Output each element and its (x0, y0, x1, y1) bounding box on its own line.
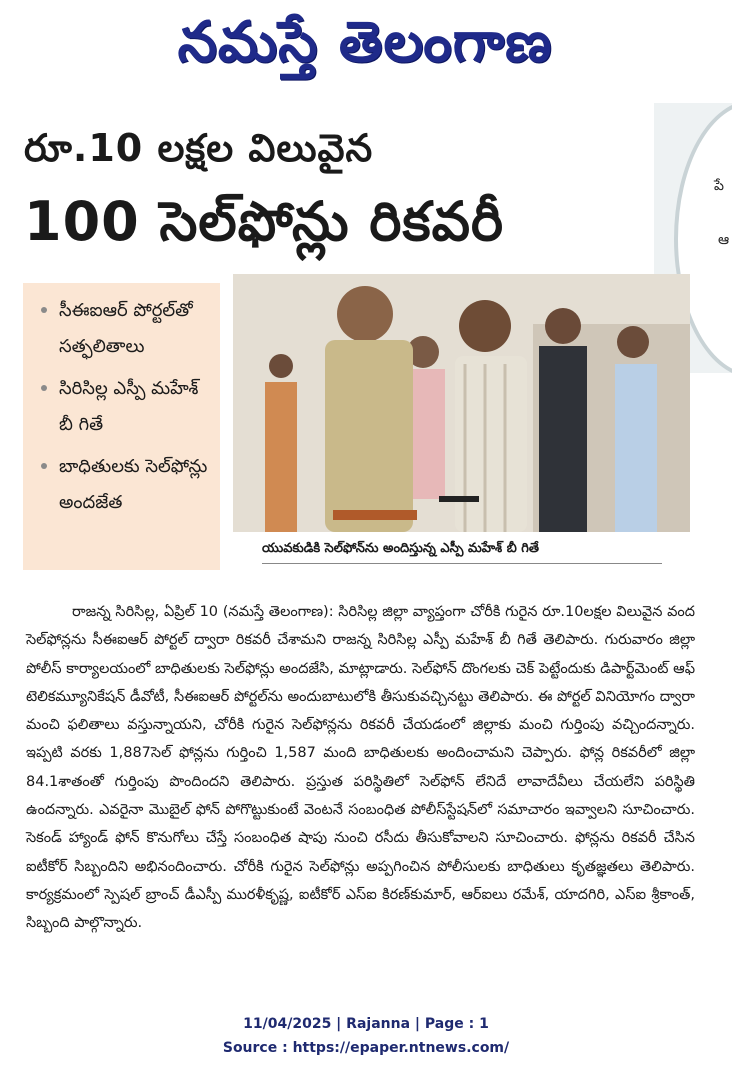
highlight-text: సిరిసిల్ల ఎస్పీ మహేశ్ బీ గితే (59, 378, 199, 435)
headline-kicker: రూ.10 లక్షల విలువైన (24, 126, 374, 170)
bullet-dot-icon (41, 463, 47, 469)
edition-info: 11/04/2025 | Rajanna | Page : 1 (243, 1016, 489, 1032)
bullet-dot-icon (41, 307, 47, 313)
adjacent-column-text: ఆ (718, 232, 730, 248)
headline-main: 100 సెల్‌ఫోన్లు రికవరీ (24, 190, 505, 253)
news-photo (233, 274, 690, 532)
highlight-text: సీఈఐఆర్ పోర్టల్‌తో సత్ఫలితాలు (59, 300, 193, 357)
article-paragraph: రాజన్న సిరిసిల్ల, ఏప్రిల్ 10 (నమస్తే తెలంగాణ): సిరిసిల్ల జిల్లా వ్యాప్తంగా చోరీకి గురైన రూ.10లక్షల విలువైన వంద సెల్‌ఫోన్లను సీఈఐఆర్ పోర్టల్ ద్వారా రికవరీ చేశామని రాజన్న సిరిసిల్ల ఎస్పీ మహేశ్ బీ గితే తెలిపారు. గురువారం జిల్లా పోలీస్ కార్యాలయంలో బాధితులకు సెల్‌ఫోన్లు అందజేసి, మాట్లాడారు. సెల్‌ఫోన్ దొంగలకు చెక్ పెట్టేందుకు డిపార్ట్‌మెంట్ ఆఫ్ టెలికమ్యూనికేషన్ డీవోటీ, సీఈఐఆర్ పోర్టల్‌ను అందుబాటులోకి తీసుకువచ్చినట్టు తెలిపారు. ఈ పోర్టల్ వినియోగం ద్వారా మంచి ఫలితాలు వస్తున్నాయని, చోరీకి గురైన సెల్‌ఫోన్లను రికవరీ చేయడంలో జిల్లాకు మంచి గుర్తింపు వచ్చిందన్నారు. ఇప్పటి వరకు 1,887సెల్ ఫోన్లను గుర్తించి 1,587 మంది బాధితులకు అందించామని చెప్పారు. ఫోన్ల రికవరీలో జిల్లా 84.1శాతంతో గుర్తింపు పొందిందని తెలిపారు. ప్రస్తుత పరిస్థితిలో సెల్‌ఫోన్ లేనిదే లావాదేవీలు చేయలేని పరిస్థితి ఉందన్నారు. ఎవరైనా మొబైల్ ఫోన్ పోగొట్టుకుంటే వెంటనే సంబంధిత పోలీస్‌స్టేషన్‌లో సమాచారం ఇవ్వాలని సూచించారు. సెకండ్ హ్యాండ్ ఫోన్ కొనుగోలు చేస్తే సంబంధిత షాపు నుంచి రసీదు తీసుకోవాలని సూచించారు. ఫోన్లను రికవరీ చేసిన ఐటీకోర్ సిబ్బందిని అభినందించారు. చోరీకి గురైన సెల్‌ఫోన్లు అప్పగించిన పోలీసులకు బాధితులు కృతజ్ఞతలు తెలిపారు. కార్యక్రమంలో స్పెషల్ బ్రాంచ్ డీఎస్పీ మురళీకృష్ణ, ఐటీకోర్ ఎస్ఐ కిరణ్‌కుమార్, ఆర్ఐలు రమేశ్, యాదగిరి, ఎస్ఐ శ్రీకాంత్, సిబ్బంది పాల్గొన్నారు. (26, 604, 695, 932)
highlight-item (23, 293, 220, 365)
highlight-item (23, 449, 220, 521)
article-body (26, 598, 695, 938)
adjacent-column-text: పే (714, 178, 724, 194)
bullet-dot-icon (41, 385, 47, 391)
news-photo-illustration (233, 274, 690, 532)
newspaper-masthead: నమస్తే తెలంగాణ (177, 9, 553, 75)
highlights-box (23, 283, 220, 570)
photo-caption: యువకుడికి సెల్‌ఫోన్‌ను అందిస్తున్న ఎస్పీ మహేశ్ బీ గితే (262, 541, 662, 564)
highlight-item (23, 371, 220, 443)
highlight-text: బాధితులకు సెల్‌ఫోన్లు అందజేత (59, 456, 208, 513)
source-link[interactable]: Source : https://epaper.ntnews.com/ (222, 1040, 510, 1056)
